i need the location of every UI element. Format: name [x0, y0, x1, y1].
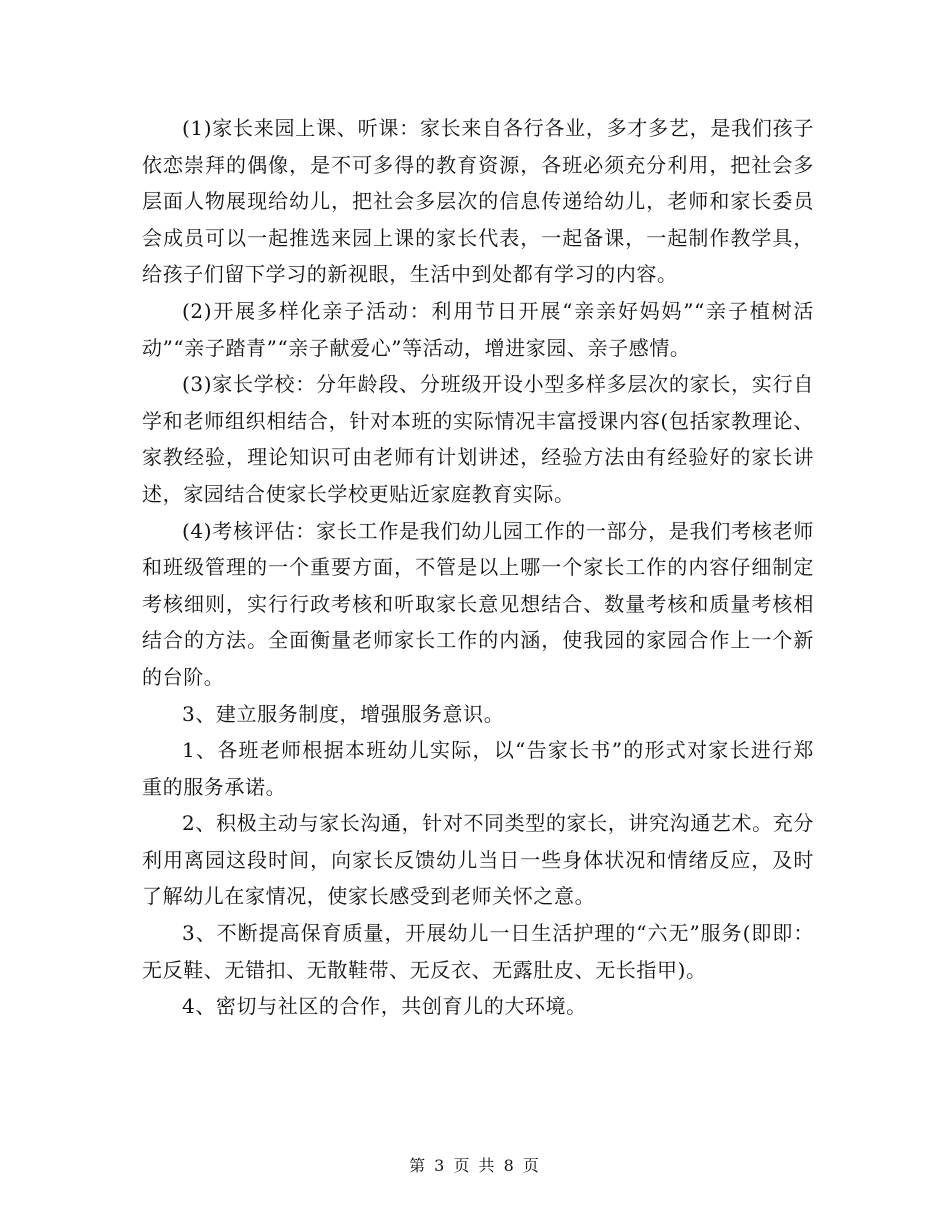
paragraph-parent-school: (3)家长学校：分年龄段、分班级开设小型多样多层次的家长，实行自学和老师组织相结合，针对本班的实际情况丰富授课内容(包括家教理论、家教经验，理论知识可由老师有计划讲述，经验方法由有经验好的家长讲述，家园结合使家长学校更贴近家庭教育实际。: [142, 372, 814, 506]
paragraph-community-cooperation: 4、密切与社区的合作，共创育儿的大环境。: [182, 994, 587, 1019]
paragraph-parent-communication: 2、积极主动与家长沟通，针对不同类型的家长，讲究沟通艺术。充分利用离园这段时间，向家长反馈幼儿当日一些身体状况和情绪反应，及时了解幼儿在家情况，使家长感受到老师关怀之意。: [142, 811, 814, 909]
paragraph-assessment: (4)考核评估：家长工作是我们幼儿园工作的一部分，是我们考核老师和班级管理的一个重要方面，不管是以上哪一个家长工作的内容仔细制定考核细则，实行行政考核和听取家长意见想结合、数量考核和质量考核相结合的方法。全面衡量老师家长工作的内涵，使我园的家园合作上一个新的台阶。: [142, 518, 814, 689]
paragraph-parent-child-activities: (2)开展多样化亲子活动：利用节日开展“亲亲好妈妈”“亲子植树活动”“亲子踏青”“亲子献爱心”等活动，增进家园、亲子感情。: [142, 298, 814, 360]
document-body: [142, 110, 814, 1025]
paragraph-service-commitment: 1、各班老师根据本班幼儿实际，以“告家长书”的形式对家长进行郑重的服务承诺。: [142, 738, 814, 799]
paragraph-care-quality: 3、不断提高保育质量，开展幼儿一日生活护理的“六无”服务(即即：无反鞋、无错扣、无散鞋带、无反衣、无露肚皮、无长指甲)。: [142, 921, 814, 982]
page-number: 第 3 页 共 8 页: [409, 1156, 541, 1175]
paragraph-parent-class: (1)家长来园上课、听课：家长来自各行各业，多才多艺，是我们孩子依恋崇拜的偶像，是不可多得的教育资源，各班必须充分利用，把社会多层面人物展现给幼儿，把社会多层次的信息传递给幼儿，老师和家长委员会成员可以一起推选来园上课的家长代表，一起备课，一起制作教学具，给孩子们留下学习的新视眼，生活中到处都有学习的内容。: [142, 116, 814, 287]
section-heading-service-system: 3、建立服务制度，增强服务意识。: [182, 701, 505, 726]
